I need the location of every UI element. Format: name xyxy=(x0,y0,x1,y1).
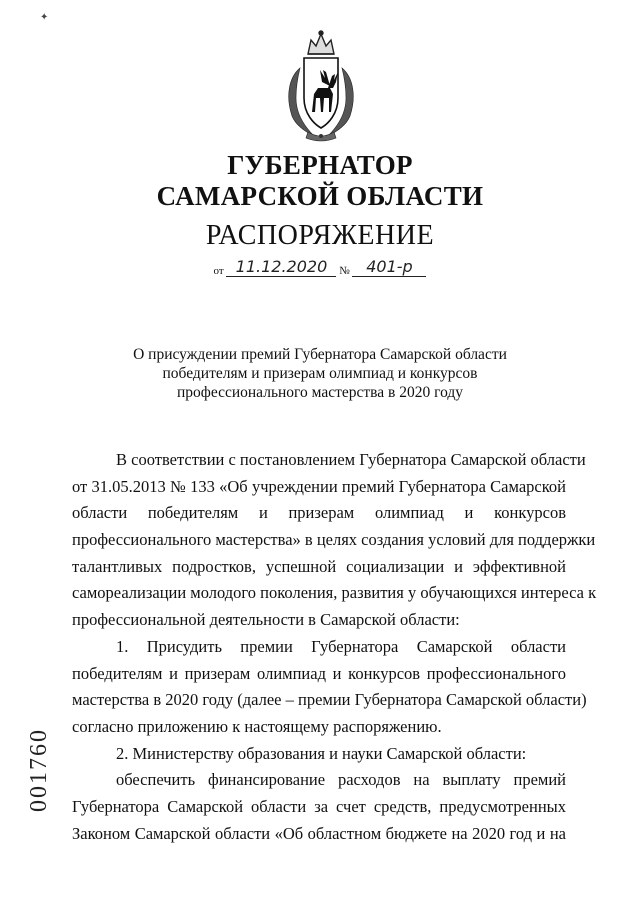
body-line: от 31.05.2013 № 133 «Об учреждении премий Губернатора Самарской xyxy=(72,476,566,496)
body-line: 2. Министерству образования и науки Самарской области: xyxy=(116,743,527,763)
body-line: профессионального мастерства» в целях создания условий для поддержки xyxy=(72,530,596,550)
body-line: обеспечить финансирование расходов на выплату премий xyxy=(116,770,566,790)
document-body xyxy=(72,447,597,847)
body-line: Законом Самарской области «Об областном бюджете на 2020 год и на xyxy=(72,823,566,843)
organization-title-line2: САМАРСКОЙ ОБЛАСТИ xyxy=(156,181,484,211)
body-line: мастерства в 2020 году (далее – премии Губернатора Самарской области) xyxy=(72,690,587,710)
number-value: 401-р xyxy=(352,258,426,277)
body-line: профессиональной деятельности в Самарской области: xyxy=(72,610,460,630)
coat-of-arms-emblem xyxy=(278,28,364,144)
body-line: согласно приложению к настоящему распоряжению. xyxy=(72,716,442,736)
subject-line: профессионального мастерства в 2020 году xyxy=(176,384,464,401)
corner-mark: ✦ xyxy=(40,12,49,23)
margin-stamp-number: 001760 xyxy=(26,728,52,812)
body-line: области победителям и призерам олимпиад и конкурсов xyxy=(72,503,566,523)
body-line: В соответствии с постановлением Губернатора Самарской области xyxy=(116,450,586,469)
date-number-row xyxy=(0,258,640,277)
body-line: победителям и призерам олимпиад и конкурсов профессионального xyxy=(72,663,566,683)
document-type: РАСПОРЯЖЕНИЕ xyxy=(205,220,435,251)
body-line: 1. Присудить премии Губернатора Самарской области xyxy=(116,636,566,656)
date-label: от xyxy=(213,265,224,277)
document-subject xyxy=(120,345,520,402)
subject-line: победителям и призерам олимпиад и конкурсов xyxy=(162,365,478,382)
number-label: № xyxy=(339,265,350,277)
organization-title-line1: ГУБЕРНАТОР xyxy=(227,150,413,180)
subject-line: О присуждении премий Губернатора Самарской области xyxy=(133,346,507,363)
body-line: самореализации молодого поколения, развития у обучающихся интереса к xyxy=(72,583,597,603)
body-line: талантливых подростков, успешной социализации и эффективной xyxy=(72,556,566,576)
body-line: Губернатора Самарской области за счет средств, предусмотренных xyxy=(72,796,566,816)
date-value: 11.12.2020 xyxy=(226,258,336,277)
